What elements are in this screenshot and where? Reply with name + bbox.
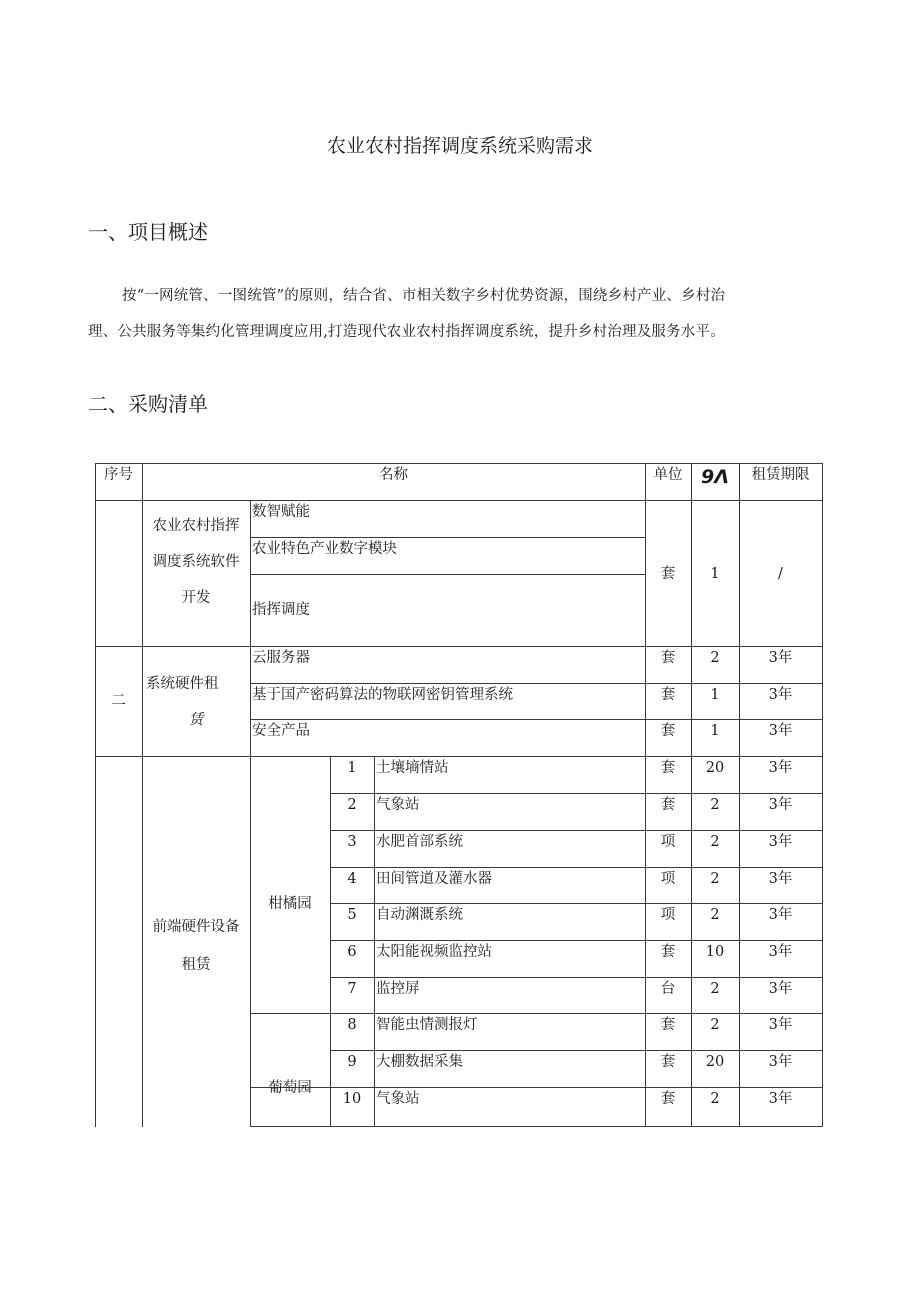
group2-item-period: 3年 xyxy=(768,650,793,666)
group1-category-line1: 农业农村指挥 xyxy=(152,518,240,534)
row-qty: 20 xyxy=(705,1054,725,1070)
row-number: 1 xyxy=(347,760,357,776)
group2-category-line2: 赁 xyxy=(188,712,204,728)
row-item-name: 大棚数据采集 xyxy=(376,1054,463,1070)
row-qty: 10 xyxy=(705,944,725,960)
header-name: 名称 xyxy=(379,467,408,483)
row-unit: 项 xyxy=(660,834,676,850)
subgroup-vineyard: 葡萄园 xyxy=(268,1080,312,1096)
row-number: 9 xyxy=(347,1054,357,1070)
group3-category-line2: 租赁 xyxy=(181,957,211,973)
section-heading-procurement-list: 二、采购清单 xyxy=(88,392,208,416)
table-border xyxy=(250,500,251,1127)
row-period: 3年 xyxy=(768,871,793,887)
document-title: 农业农村指挥调度系统采购需求 xyxy=(326,135,593,157)
table-border xyxy=(250,1126,823,1127)
group2-seq: 二 xyxy=(111,693,126,709)
row-qty: 2 xyxy=(710,1017,720,1033)
row-unit: 套 xyxy=(660,1054,676,1070)
row-number: 5 xyxy=(347,907,357,923)
row-item-name: 田间管道及灌水器 xyxy=(376,871,492,887)
group2-item-name: 安全产品 xyxy=(252,723,310,739)
row-item-name: 智能虫情测报灯 xyxy=(376,1017,478,1033)
group1-category-line2: 调度系统软件 xyxy=(152,554,240,570)
row-qty: 2 xyxy=(710,871,720,887)
group3-category-line1: 前端硬件设备 xyxy=(152,919,240,935)
row-number: 10 xyxy=(342,1091,362,1107)
group1-unit: 套 xyxy=(660,566,676,582)
group2-item-qty: 2 xyxy=(710,650,720,666)
group2-item-period: 3年 xyxy=(768,687,793,703)
row-qty: 2 xyxy=(710,834,720,850)
group2-item-qty: 1 xyxy=(710,687,720,703)
row-item-name: 太阳能视频监控站 xyxy=(376,944,492,960)
overview-paragraph-line1: 按“一网统管、一图统管”的原则，结合省、市相关数字乡村优势资源，围绕乡村产业、乡村治 xyxy=(122,288,726,304)
row-unit: 套 xyxy=(660,760,676,776)
procurement-table xyxy=(95,463,823,1127)
row-period: 3年 xyxy=(768,797,793,813)
table-border xyxy=(250,574,645,575)
row-item-name: 气象站 xyxy=(376,797,420,813)
group1-period: / xyxy=(778,566,783,582)
row-unit: 项 xyxy=(660,871,676,887)
row-period: 3年 xyxy=(768,944,793,960)
row-qty: 2 xyxy=(710,907,720,923)
group2-item-period: 3年 xyxy=(768,723,793,739)
row-period: 3年 xyxy=(768,981,793,997)
subgroup-citrus-orchard: 柑橘园 xyxy=(268,896,312,912)
row-unit: 套 xyxy=(660,1091,676,1107)
row-item-name: 土壤墒情站 xyxy=(376,760,449,776)
row-number: 2 xyxy=(347,797,357,813)
group2-item-qty: 1 xyxy=(710,723,720,739)
row-qty: 20 xyxy=(705,760,725,776)
header-unit: 单位 xyxy=(653,467,683,483)
row-period: 3年 xyxy=(768,1054,793,1070)
row-number: 8 xyxy=(347,1017,357,1033)
row-number: 7 xyxy=(347,981,357,997)
group2-item-unit: 套 xyxy=(660,687,676,703)
group2-item-name: 基于国产密码算法的物联网密钥管理系统 xyxy=(252,687,513,703)
header-seq: 序号 xyxy=(104,467,133,483)
group1-category-line3: 开发 xyxy=(181,590,211,606)
group1-qty: 1 xyxy=(710,566,720,582)
row-unit: 套 xyxy=(660,1017,676,1033)
row-item-name: 监控屏 xyxy=(376,981,420,997)
row-item-name: 自动渊溉系统 xyxy=(376,907,463,923)
row-qty: 2 xyxy=(710,1091,720,1107)
overview-paragraph-line2: 理、公共服务等集约化管理调度应用,打造现代农业农村指挥调度系统，提升乡村治理及服务水平。 xyxy=(88,324,725,340)
row-period: 3年 xyxy=(768,1017,793,1033)
row-period: 3年 xyxy=(768,1091,793,1107)
table-border xyxy=(374,756,375,1127)
group1-item: 农业特色产业数字模块 xyxy=(252,541,397,557)
header-lease-period: 租赁期限 xyxy=(751,467,810,483)
row-item-name: 水肥首部系统 xyxy=(376,834,463,850)
group1-item: 指挥调度 xyxy=(252,602,310,618)
row-qty: 2 xyxy=(710,981,720,997)
row-period: 3年 xyxy=(768,907,793,923)
row-unit: 套 xyxy=(660,944,676,960)
row-period: 3年 xyxy=(768,760,793,776)
section-heading-overview: 一、项目概述 xyxy=(88,220,208,244)
row-number: 3 xyxy=(347,834,357,850)
table-border xyxy=(95,500,823,501)
group2-item-unit: 套 xyxy=(660,650,676,666)
row-number: 6 xyxy=(347,944,357,960)
row-qty: 2 xyxy=(710,797,720,813)
table-border xyxy=(822,463,823,1127)
group2-item-unit: 套 xyxy=(660,723,676,739)
row-unit: 套 xyxy=(660,797,676,813)
group1-item: 数智赋能 xyxy=(252,504,310,520)
row-unit: 项 xyxy=(660,907,676,923)
row-number: 4 xyxy=(347,871,357,887)
group2-category-line1: 系统硬件租 xyxy=(146,676,219,692)
header-quantity: 9Λ xyxy=(701,466,729,488)
row-period: 3年 xyxy=(768,834,793,850)
row-unit: 台 xyxy=(660,981,676,997)
group2-item-name: 云服务器 xyxy=(252,650,310,666)
table-border xyxy=(95,463,96,1127)
row-item-name: 气象站 xyxy=(376,1091,420,1107)
